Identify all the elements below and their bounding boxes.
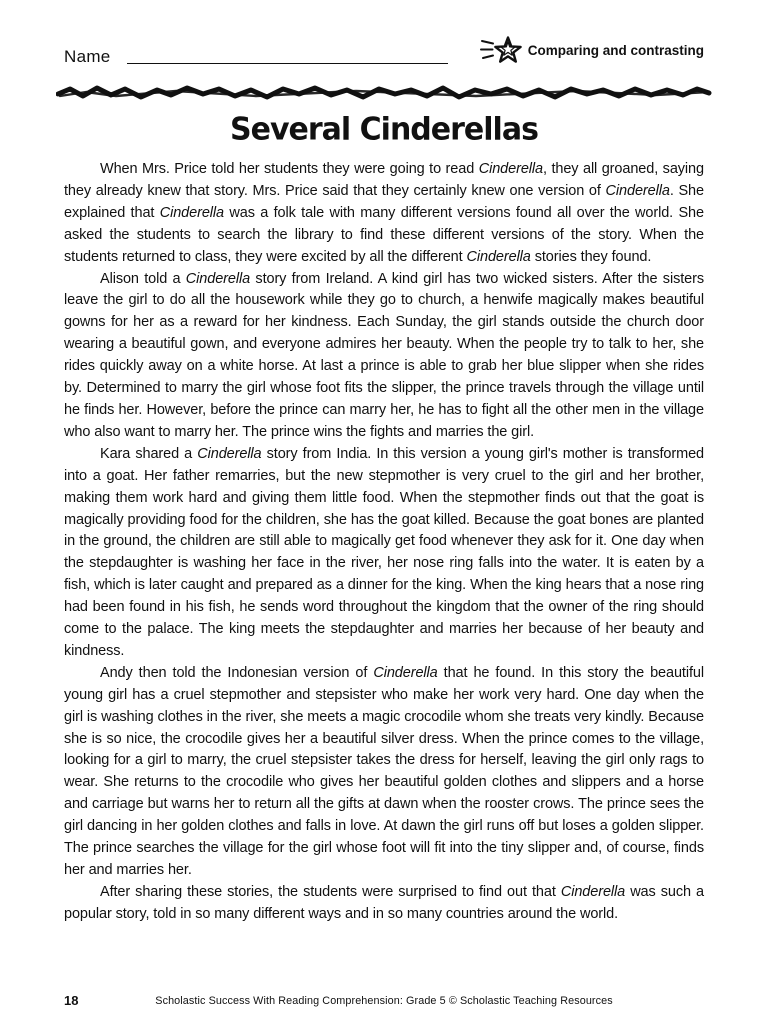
- body-text-segment: was a folk tale with many different versions found all over the world. She asked the students to search the library to find these different versions of the story. When the students returned to class, they were excited by all the different: [64, 204, 704, 265]
- italic-text: Cinderella: [373, 664, 438, 681]
- paragraph: [64, 663, 704, 882]
- body-text-segment: stories they found.: [530, 248, 652, 265]
- footer: [64, 990, 704, 1008]
- italic-text: Cinderella: [185, 270, 251, 287]
- topic-group: [480, 34, 704, 68]
- shooting-star-icon: [480, 34, 526, 68]
- body-paragraphs: [64, 159, 704, 926]
- italic-text: Cinderella: [159, 204, 225, 221]
- body-text-segment: that he found. In this story the beautiful young girl has a cruel stepmother and stepsister who make her work very hard. One day when the girl is washing clothes in the river, she meets a magic crocodile whom she treats very kindly. Because she is so nice, the crocodile gives her a beautiful silver dress. When the prince comes to the village, looking for a girl to marry, the cruel stepsister takes the dress for herself, leaving the girl only rags to wear. She returns to the crocodile who gives her beautiful golden clothes and slippers and a horse and carriage but warns her to return all the gifts at dawn when the rooster crows. The prince sees the girl dancing in her golden clothes and falls in love. At dawn the girl runs off but loses a golden slipper. The prince searches the village for the girl whose foot will fit into the tiny slipper and, of course, finds her and marries her.: [64, 664, 704, 878]
- topic-label: Comparing and contrasting: [527, 42, 704, 58]
- body-text-segment: story from India. In this version a young girl's mother is transformed into a goat. Her father remarries, but the new stepmother is very cruel to the girl and her brother, making them work hard and giving them little food. When the stepmother finds out that the goat is magically providing food for the children, she has the goat killed. Because the goat bones are planted in the ground, the children are still able to magically get food whenever they ask for it. One day when the stepdaughter is washing her face in the river, her nose ring falls into the water. It is eaten by a fish, which is later caught and prepared as a dinner for the king. When the king hears that a nose ring had been found in his fish, he sends word throughout the kingdom that the owner of the ring should come to the palace. The king meets the stepdaughter and marries her because of her beauty and kindness.: [64, 445, 704, 659]
- body-text-segment: , they all groaned, saying they already knew that story. Mrs. Price said that they certainly knew one version of: [64, 161, 704, 199]
- body-text-segment: story from Ireland. A kind girl has two wicked sisters. After the sisters leave the girl to do all the housework while they go to church, a henwife magically makes beautiful gowns for her as a reward for her kindness. Each Sunday, the girl stands outside the church door wearing a beautiful gown, and everyone admires her beauty. When the people try to talk to her, she rides quickly away on a white horse. At last a prince is able to grab her blue slipper when she rides by. Determined to marry the girl whose foot fits the slipper, the prince travels through the village until he finds her. However, before the prince can marry her, he has to fight all the other men in the village who also want to marry her. The prince wins the fights and marries the girl.: [64, 270, 704, 440]
- page-number: 18: [64, 993, 79, 1008]
- italic-text: Cinderella: [478, 161, 543, 177]
- header: [64, 34, 704, 68]
- italic-text: Cinderella: [466, 248, 531, 265]
- body-text-segment: After sharing these stories, the students were surprised to find out that: [100, 883, 561, 900]
- paragraph: [64, 269, 704, 444]
- italic-text: Cinderella: [605, 182, 670, 199]
- paragraph: [64, 882, 704, 926]
- scribble-divider: [56, 84, 712, 102]
- name-label: Name: [64, 47, 111, 66]
- italic-text: Cinderella: [197, 445, 262, 462]
- body-text-segment: . She explained that: [64, 182, 704, 221]
- body-text-segment: was such a popular story, told in so many different ways and in so many countries around the world.: [64, 883, 704, 922]
- name-write-line: [127, 62, 448, 64]
- credit-line: Scholastic Success With Reading Comprehension: Grade 5 © Scholastic Teaching Resources: [155, 995, 613, 1007]
- page-title: Several Cinderellas: [230, 111, 538, 148]
- body-text-segment: When Mrs. Price told her students they were going to read: [100, 161, 479, 177]
- paragraph: [64, 444, 704, 663]
- paragraph: [64, 159, 704, 269]
- italic-text: Cinderella: [560, 883, 626, 900]
- body-text-segment: Alison told a: [100, 270, 186, 287]
- body-text-segment: Kara shared a: [100, 445, 198, 462]
- body-text-segment: Andy then told the Indonesian version of: [100, 664, 374, 681]
